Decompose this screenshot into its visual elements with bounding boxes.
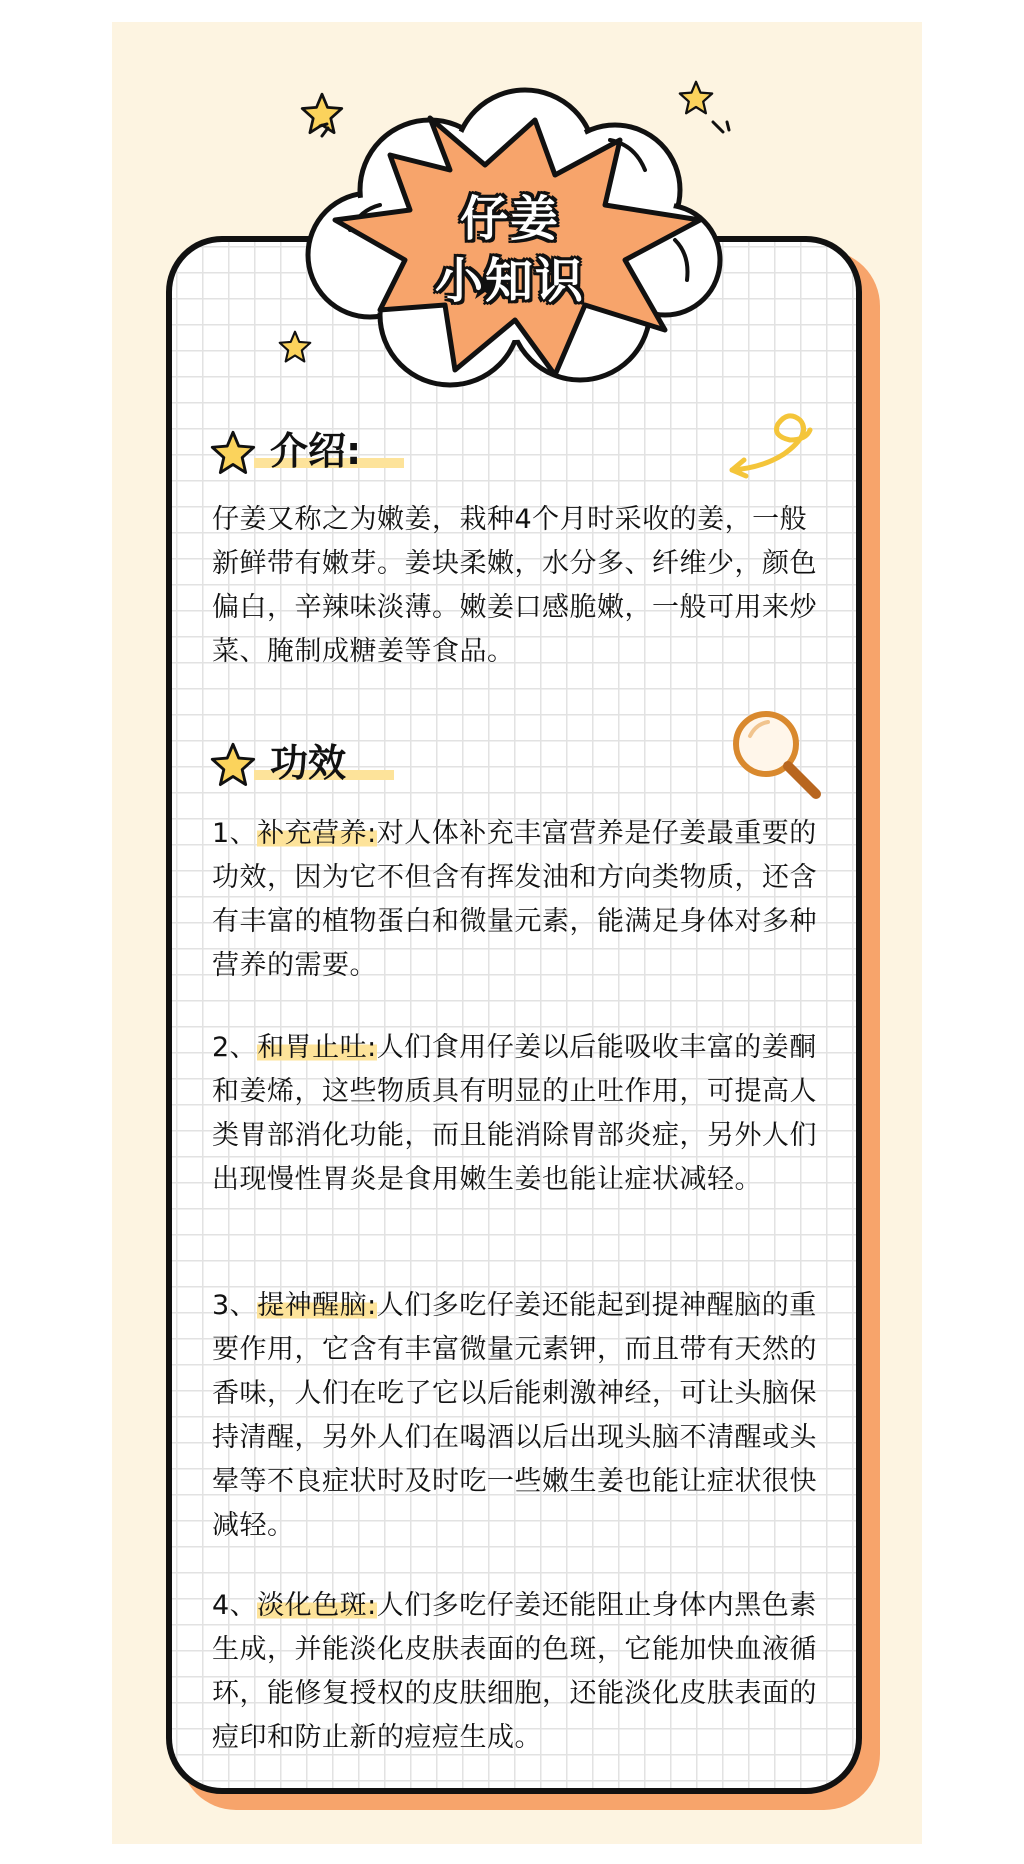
star-icon [210, 742, 256, 788]
effect-item-title: 淡化色斑: [257, 1590, 377, 1621]
sparkle-lines-icon [705, 118, 735, 148]
effects-heading-label: 功效 [270, 741, 347, 785]
star-icon [210, 430, 256, 476]
effect-item-text: 人们食用仔姜以后能吸收丰富的姜酮和姜烯，这些物质具有明显的止吐作用，可提高人类胃部消化功能，而且能消除胃部炎症，另外人们出现慢性胃炎是食用嫩生姜也能让症状减轻。 [212, 1032, 817, 1195]
effect-item-number: 1、 [212, 818, 258, 849]
effect-item-number: 2、 [212, 1032, 258, 1063]
effect-item-title: 补充营养: [257, 818, 377, 849]
effect-item-number: 4、 [212, 1590, 258, 1621]
effect-item-text: 人们多吃仔姜还能起到提神醒脑的重要作用，它含有丰富微量元素钾，而且带有天然的香味，人们在吃了它以后能刺激神经，可让头脑保持清醒，另外人们在喝酒以后出现头脑不清醒或头晕等不良症状时及时吃一些嫩生姜也能让症状很快减轻。 [212, 1290, 817, 1541]
effect-item-4 [212, 1584, 832, 1760]
badge-title-line-2: 小知识 [434, 253, 585, 309]
title-badge [280, 80, 740, 400]
effect-item-title: 和胃止吐: [257, 1032, 377, 1063]
sparkle-star-icon [278, 330, 312, 364]
intro-heading-label: 介绍: [270, 429, 362, 473]
effect-item-text: 对人体补充丰富营养是仔姜最重要的功效，因为它不但含有挥发油和方向类物质，还含有丰富的植物蛋白和微量元素，能满足身体对多种营养的需要。 [212, 818, 817, 981]
effect-item-3 [212, 1284, 832, 1548]
badge-title-line-1: 仔姜 [459, 191, 560, 247]
intro-heading [210, 420, 410, 480]
sparkle-star-icon [678, 80, 714, 116]
swirl-arrow-icon [722, 410, 818, 482]
effects-heading [210, 732, 410, 792]
intro-paragraph: 仔姜又称之为嫩姜，栽种4个月时采收的姜，一般新鲜带有嫩芽。姜块柔嫩，水分多、纤维少，颜色偏白，辛辣味淡薄。嫩姜口感脆嫩，一般可用来炒菜、腌制成糖姜等食品。 [212, 504, 817, 667]
effect-item-1 [212, 812, 832, 988]
magnifier-icon [728, 706, 824, 802]
effect-item-title: 提神醒脑: [257, 1290, 377, 1321]
sparkle-lines-icon [318, 110, 348, 140]
effect-item-text: 人们多吃仔姜还能阻止身体内黑色素生成，并能淡化皮肤表面的色斑，它能加快血液循环，能修复授权的皮肤细胞，还能淡化皮肤表面的痘印和防止新的痘痘生成。 [212, 1590, 817, 1753]
effect-item-number: 3、 [212, 1290, 258, 1321]
effect-item-2 [212, 1026, 832, 1202]
